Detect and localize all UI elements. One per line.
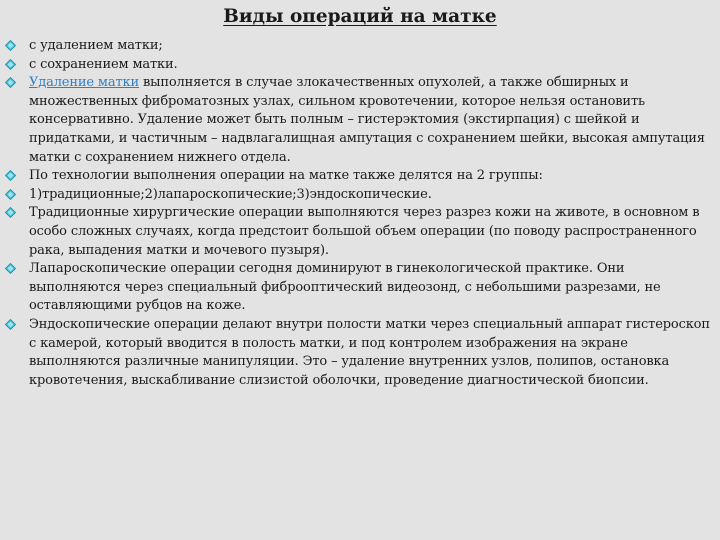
bullet-text: Традиционные хирургические операции выполняются через разрез кожи на животе, в основном в особо сложных случаях, когда предстоит большой объем операции (по поводу распространенного рака, выпадения матки и мочевого пузыря). bbox=[29, 205, 700, 258]
diamond-bullet-icon bbox=[5, 263, 16, 274]
diamond-bullet-icon bbox=[5, 319, 16, 330]
bullet-item bbox=[0, 56, 720, 75]
bullet-item bbox=[0, 260, 720, 316]
bullet-item bbox=[0, 74, 720, 167]
diamond-bullet-icon bbox=[5, 59, 16, 70]
bullet-text: Эндоскопические операции делают внутри полости матки через специальный аппарат гистероскоп с камерой, который вводится в полость матки, и под контролем изображения на экране выполняются различные манипуляции. Это – удаление внутренних узлов, полипов, остановка кровотечения, выскабливание слизистой оболочки, проведение диагностической биопсии. bbox=[29, 316, 710, 388]
bullet-text: 1)традиционные;2)лапароскопические;3)эндоскопические. bbox=[29, 186, 432, 202]
diamond-bullet-icon bbox=[5, 77, 16, 88]
bullet-list bbox=[0, 37, 720, 390]
bullet-text: По технологии выполнения операции на матке также делятся на 2 группы: bbox=[29, 168, 543, 184]
bullet-text: выполняется в случае злокачественных опухолей, а также обширных и множественных фиброматозных узлах, сильном кровотечении, которое нельзя остановить консервативно. Удаление может быть полным – гистерэктомия (экстирпация) с шейкой и придатками, и частичным – надвлагалищная ампутация с сохранением шейки, высокая ампутация матки с сохранением нижнего отдела. bbox=[29, 75, 705, 165]
bullet-item bbox=[0, 186, 720, 205]
bullet-text: с сохранением матки. bbox=[29, 56, 178, 72]
diamond-bullet-icon bbox=[5, 189, 16, 200]
diamond-bullet-icon bbox=[5, 40, 16, 51]
hysterectomy-link[interactable]: Удаление матки bbox=[29, 75, 139, 91]
bullet-item bbox=[0, 204, 720, 260]
diamond-bullet-icon bbox=[5, 170, 16, 181]
bullet-item bbox=[0, 37, 720, 56]
bullet-item bbox=[0, 167, 720, 186]
bullet-text: Лапароскопические операции сегодня доминируют в гинекологической практике. Они выполняются через специальный фиброоптический видеозонд, с небольшими разрезами, не оставляющими рубцов на коже. bbox=[29, 261, 661, 314]
bullet-text: с удалением матки; bbox=[29, 38, 163, 53]
slide-title: Виды операций на матке bbox=[223, 6, 497, 27]
bullet-item bbox=[0, 316, 720, 390]
diamond-bullet-icon bbox=[5, 207, 16, 218]
